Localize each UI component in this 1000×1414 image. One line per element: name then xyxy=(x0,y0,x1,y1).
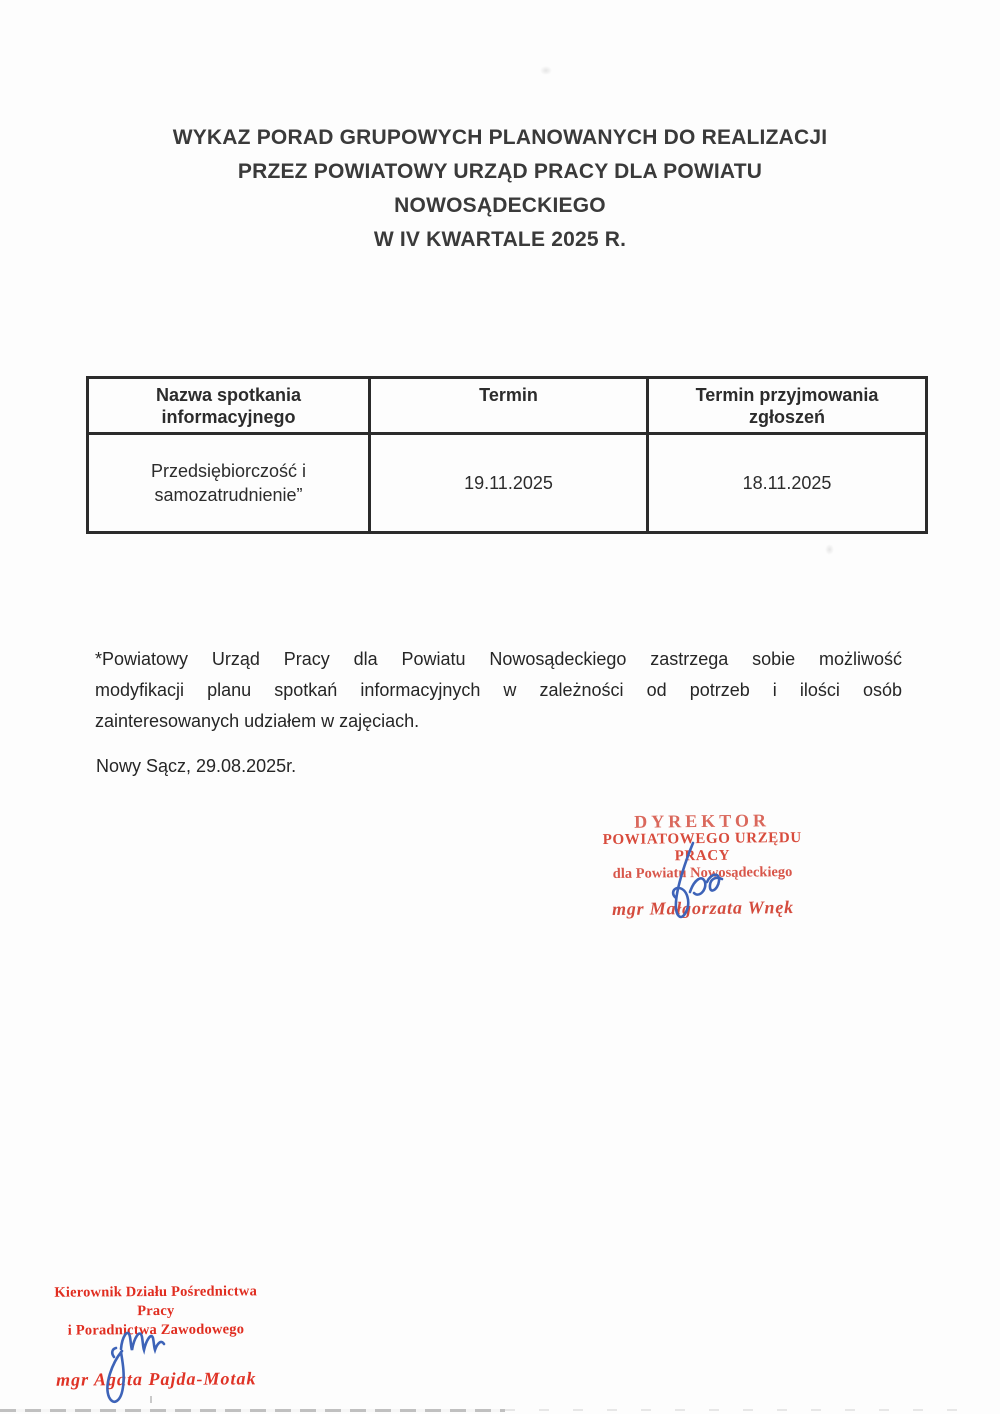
director-stamp-name: mgr Małgorzata Wnęk xyxy=(611,897,795,919)
column-header-termin: Termin xyxy=(370,378,648,434)
cell-termin: 19.11.2025 xyxy=(370,434,648,533)
scan-artifact-line-right xyxy=(505,1409,975,1411)
manager-stamp-title-1: Kierownik Działu Pośrednictwa Pracy xyxy=(54,1283,258,1320)
title-line-2: PRZEZ POWIATOWY URZĄD PRACY DLA POWIATU xyxy=(237,160,763,183)
column-header-meeting-name: Nazwa spotkania informacyjnego xyxy=(88,378,370,434)
footnote-paragraph xyxy=(95,644,902,737)
scan-artifact-line-left xyxy=(0,1409,505,1412)
cell-meeting-name: Przedsiębiorczość i samozatrudnienie” xyxy=(88,434,370,533)
director-stamp-office: POWIATOWEGO URZĘDU PRACY xyxy=(602,829,802,865)
title-line-1: WYKAZ PORAD GRUPOWYCH PLANOWANYCH DO REALIZACJI xyxy=(172,126,828,149)
footnote-line-3: zainteresowanych udziałem w zajęciach. xyxy=(95,711,420,731)
manager-stamp-title-2: i Poradnictwa Zawodowego xyxy=(67,1321,245,1339)
footnote-line-2: modyfikacji planu spotkań informacyjnych w zależności od potrzeb i ilości osób xyxy=(95,680,902,700)
title-line-4: W IV KWARTALE 2025 R. xyxy=(373,228,627,251)
scan-smudge-right xyxy=(825,544,834,555)
director-stamp-title: DYREKTOR xyxy=(634,810,770,832)
scan-smudge-top xyxy=(540,66,552,75)
manager-stamp-name: mgr Agata Pajda-Motak xyxy=(56,1368,257,1390)
place-date-line: Nowy Sącz, 29.08.2025r. xyxy=(96,756,297,776)
table-header-row xyxy=(88,378,927,434)
cell-termin-zgloszen: 18.11.2025 xyxy=(648,434,927,533)
director-stamp xyxy=(574,810,830,921)
table-row xyxy=(88,434,927,533)
title-line-3: NOWOSĄDECKIEGO xyxy=(394,194,606,217)
director-stamp-district: dla Powiatu Nowosądeckiego xyxy=(612,864,793,882)
manager-stamp xyxy=(40,1282,273,1391)
document-title xyxy=(0,121,1000,257)
schedule-table xyxy=(86,376,928,534)
footnote-line-1: *Powiatowy Urząd Pracy dla Powiatu Nowosądeckiego zastrzega sobie możliwość xyxy=(95,649,902,669)
column-header-termin-zgloszen: Termin przyjmowania zgłoszeń xyxy=(648,378,927,434)
scan-artifact-tick xyxy=(150,1396,152,1403)
